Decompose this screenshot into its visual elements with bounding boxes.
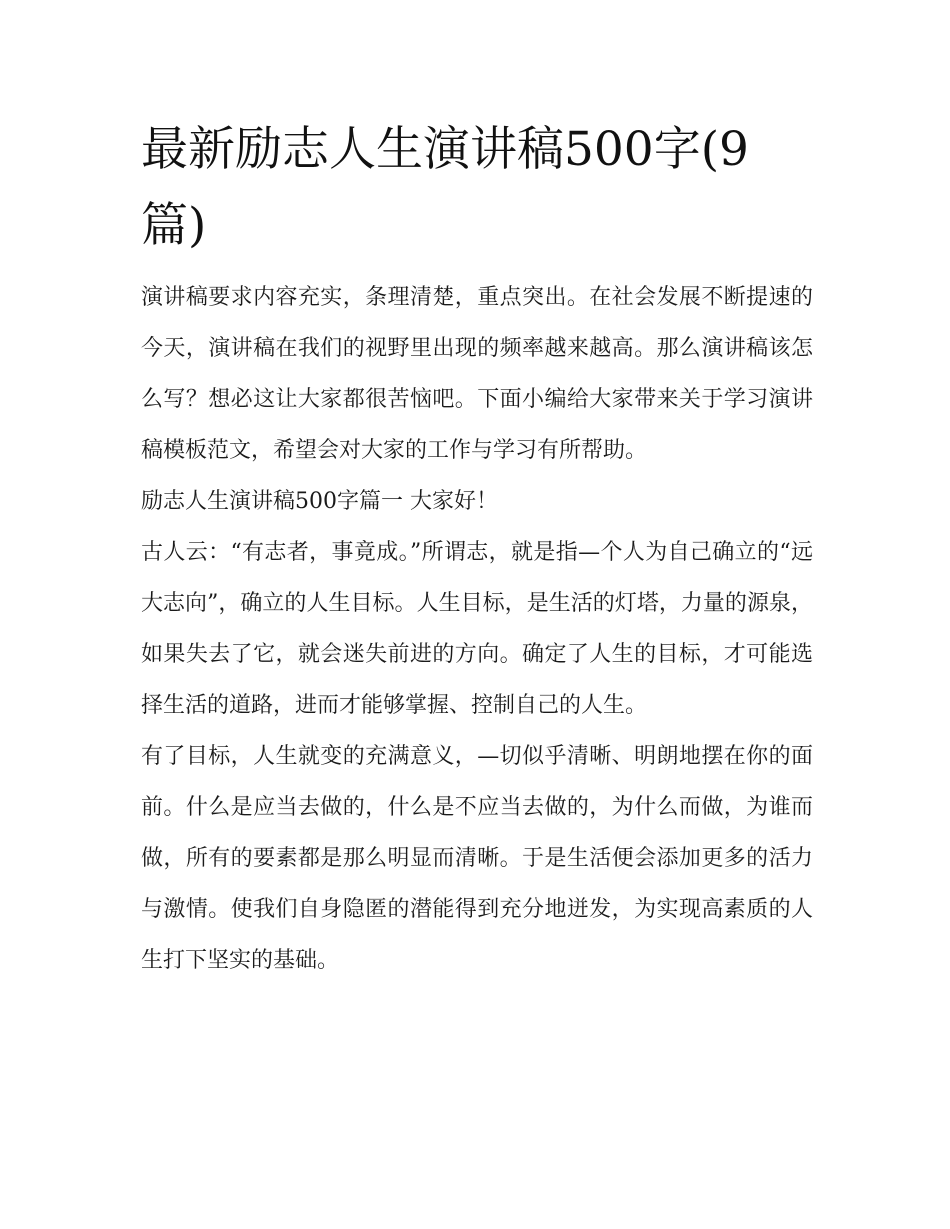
body-paragraph: 有了目标，人生就变的充满意义，—切似乎清晰、明朗地摆在你的面前。什么是应当去做的，什么是不应当去做的，为什么而做，为谁而做，所有的要素都是那么明显而清晰。于是生活便会添加更多的活力与激情。使我们自身隐匿的潜能得到充分地迸发，为实现高素质的人生打下坚实的基础。 — [141, 744, 813, 973]
document-title: 最新励志人生演讲稿500字(9篇) — [141, 122, 749, 253]
body-paragraph: 古人云：“有志者，事竟成。”所谓志，就是指—个人为自己确立的“远大志向”，确立的人生目标。人生目标，是生活的灯塔，力量的源泉，如果失去了它，就会迷失前进的方向。确定了人生的目标，才可能选择生活的道路，进而才能够掌握、控制自己的人生。 — [141, 540, 813, 718]
section-heading-paragraph: 励志人生演讲稿500字篇一 大家好！ — [141, 489, 498, 514]
document-body — [141, 112, 813, 986]
intro-paragraph: 演讲稿要求内容充实，条理清楚，重点突出。在社会发展不断提速的今天，演讲稿在我们的视野里出现的频率越来越高。那么演讲稿该怎么写？想必这让大家都很苦恼吧。下面小编给大家带来关于学习演讲稿模板范文，希望会对大家的工作与学习有所帮助。 — [141, 285, 813, 463]
